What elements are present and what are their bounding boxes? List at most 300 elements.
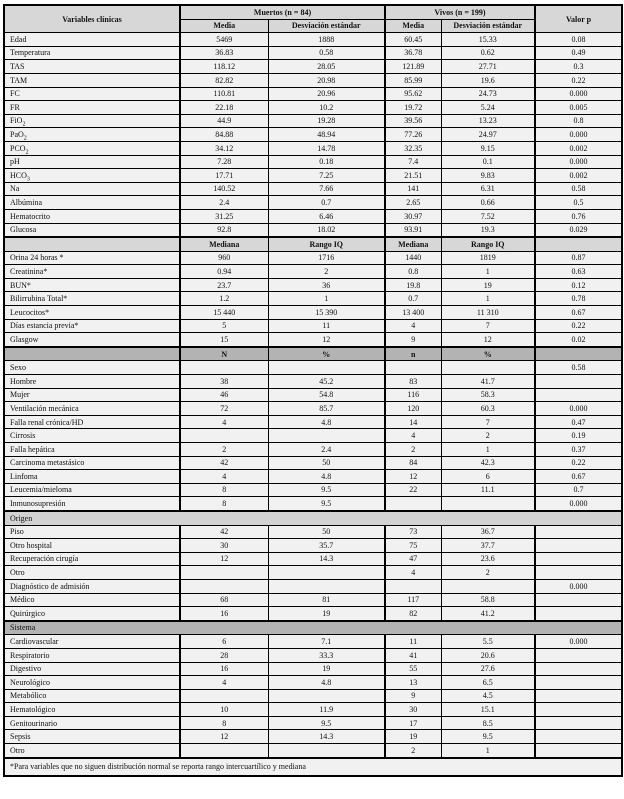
- table-cell: 0.000: [535, 635, 622, 649]
- table-cell: [268, 429, 385, 443]
- table-cell: 55: [385, 662, 441, 676]
- table-cell: [535, 607, 622, 621]
- row-label: Neurológico: [4, 676, 180, 690]
- table-cell: 13.23: [441, 114, 535, 128]
- row-label: $PCO_2$: [4, 141, 180, 155]
- subheader-spacer: [4, 237, 180, 251]
- table-cell: 30.97: [385, 209, 441, 223]
- row-label: Temperatura: [4, 46, 180, 60]
- table-cell: 960: [180, 251, 268, 265]
- table-cell: [441, 361, 535, 375]
- table-cell: 117: [385, 593, 441, 607]
- header-variables-clinicas: Variables clínicas: [4, 5, 180, 33]
- table-cell: 75: [385, 539, 441, 553]
- table-cell: 0.000: [535, 497, 622, 511]
- row-label: Quirúrgico: [4, 607, 180, 621]
- table-cell: 6.5: [441, 676, 535, 690]
- label-subscript: 3: [26, 176, 30, 183]
- table-header: [4, 5, 622, 33]
- table-cell: 9.15: [441, 141, 535, 155]
- row-label: Creatinina*: [4, 265, 180, 279]
- table-cell: 121.89: [385, 60, 441, 74]
- table-cell: 19.8: [385, 278, 441, 292]
- subheader-cell: Mediana: [385, 237, 441, 251]
- table-cell: 19: [385, 730, 441, 744]
- table-cell: 27.71: [441, 60, 535, 74]
- table-cell: 0.029: [535, 223, 622, 237]
- table-cell: 81: [268, 593, 385, 607]
- table-cell: 2: [385, 443, 441, 457]
- row-label: FiO$_2$: [4, 114, 180, 128]
- table-cell: [268, 744, 385, 758]
- table-cell: 7: [441, 319, 535, 333]
- table-cell: 41.7: [441, 375, 535, 389]
- row-label: Genitourinario: [4, 716, 180, 730]
- row-label: pH: [4, 155, 180, 169]
- table-cell: 41.2: [441, 607, 535, 621]
- table-cell: [535, 730, 622, 744]
- table-cell: 0.002: [535, 141, 622, 155]
- table-cell: 8.5: [441, 716, 535, 730]
- table-cell: 1716: [268, 251, 385, 265]
- table-cell: 24.73: [441, 87, 535, 101]
- table-cell: 0.62: [441, 46, 535, 60]
- table-cell: 35.7: [268, 539, 385, 553]
- table-cell: 6.46: [268, 209, 385, 223]
- table-cell: 19: [441, 278, 535, 292]
- table-cell: 4.5: [441, 689, 535, 703]
- table-cell: 2.4: [268, 443, 385, 457]
- table-cell: 19.3: [441, 223, 535, 237]
- table-cell: 0.49: [535, 46, 622, 60]
- table-cell: 38: [180, 375, 268, 389]
- table-cell: 84.88: [180, 128, 268, 142]
- row-label: Leucemia/mieloma: [4, 483, 180, 497]
- table-cell: 7.28: [180, 155, 268, 169]
- table-cell: [180, 566, 268, 580]
- table-cell: 15 440: [180, 306, 268, 320]
- table-cell: 2: [441, 566, 535, 580]
- table-cell: 9.83: [441, 169, 535, 183]
- table-cell: 28: [180, 648, 268, 662]
- table-cell: 1: [441, 292, 535, 306]
- table-cell: 0.000: [535, 128, 622, 142]
- table-cell: 37.7: [441, 539, 535, 553]
- table-cell: 5: [180, 319, 268, 333]
- table-cell: 1440: [385, 251, 441, 265]
- subheader-cell: Rango IQ: [268, 237, 385, 251]
- table-cell: 4.8: [268, 470, 385, 484]
- table-cell: 0.18: [268, 155, 385, 169]
- row-label: Ventilación mecánica: [4, 402, 180, 416]
- table-cell: 36.7: [441, 525, 535, 539]
- table-cell: 4: [180, 470, 268, 484]
- table-cell: 0.7: [268, 196, 385, 210]
- row-label: Diagnóstico de admisión: [4, 579, 180, 593]
- subheader-cell: Rango IQ: [441, 237, 535, 251]
- table-cell: [535, 676, 622, 690]
- table-cell: 9.5: [268, 483, 385, 497]
- row-label: $HCO_3$: [4, 169, 180, 183]
- table-cell: 118.12: [180, 60, 268, 74]
- table-cell: [535, 388, 622, 402]
- row-label: TAS: [4, 60, 180, 74]
- table-cell: 95.62: [385, 87, 441, 101]
- row-label: Falla renal crónica/HD: [4, 415, 180, 429]
- table-cell: 9.5: [268, 716, 385, 730]
- row-label: Inmunosupresión: [4, 497, 180, 511]
- table-cell: 7.4: [385, 155, 441, 169]
- table-cell: 0.3: [535, 60, 622, 74]
- table-cell: 44.9: [180, 114, 268, 128]
- table-cell: 73: [385, 525, 441, 539]
- table-cell: 116: [385, 388, 441, 402]
- table-cell: 11 310: [441, 306, 535, 320]
- table-cell: [535, 703, 622, 717]
- table-cell: 0.002: [535, 169, 622, 183]
- table-cell: 7.52: [441, 209, 535, 223]
- table-cell: 0.47: [535, 415, 622, 429]
- table-cell: 39.56: [385, 114, 441, 128]
- table-cell: 2: [385, 744, 441, 758]
- table-cell: 12: [268, 333, 385, 347]
- table-cell: 20.96: [268, 87, 385, 101]
- table-cell: 60.45: [385, 33, 441, 47]
- table-cell: 0.66: [441, 196, 535, 210]
- table-cell: 20.6: [441, 648, 535, 662]
- table-cell: 45.2: [268, 375, 385, 389]
- table-cell: 11: [385, 635, 441, 649]
- row-label: BUN*: [4, 278, 180, 292]
- table-cell: 0.8: [385, 265, 441, 279]
- table-cell: 93.91: [385, 223, 441, 237]
- table-cell: 23.7: [180, 278, 268, 292]
- table-cell: 4.8: [268, 415, 385, 429]
- table-cell: 34.12: [180, 141, 268, 155]
- table-cell: [385, 579, 441, 593]
- table-cell: 1819: [441, 251, 535, 265]
- table-cell: 0.58: [268, 46, 385, 60]
- table-cell: 0.8: [535, 114, 622, 128]
- table-cell: 140.52: [180, 182, 268, 196]
- table-cell: 15 390: [268, 306, 385, 320]
- table-cell: 24.97: [441, 128, 535, 142]
- table-cell: 4: [180, 415, 268, 429]
- table-cell: 120: [385, 402, 441, 416]
- table-cell: 36: [268, 278, 385, 292]
- table-cell: 8: [180, 716, 268, 730]
- table-cell: 12: [180, 552, 268, 566]
- table-cell: [535, 744, 622, 758]
- table-cell: [535, 525, 622, 539]
- table-cell: 7.25: [268, 169, 385, 183]
- table-cell: 54.8: [268, 388, 385, 402]
- subheader-cell: N: [180, 347, 268, 361]
- row-label: Sexo: [4, 361, 180, 375]
- table-cell: 12: [180, 730, 268, 744]
- table-cell: 16: [180, 662, 268, 676]
- row-label: Albúmina: [4, 196, 180, 210]
- table-cell: 15.1: [441, 703, 535, 717]
- table-cell: 18.02: [268, 223, 385, 237]
- table-cell: 30: [385, 703, 441, 717]
- row-label: Na: [4, 182, 180, 196]
- table-cell: 23.6: [441, 552, 535, 566]
- table-cell: 1: [441, 744, 535, 758]
- table-cell: 28.05: [268, 60, 385, 74]
- table-cell: [535, 375, 622, 389]
- table-cell: 41: [385, 648, 441, 662]
- row-label: Bilirrubina Total*: [4, 292, 180, 306]
- table-cell: 42: [180, 456, 268, 470]
- row-label: Glasgow: [4, 333, 180, 347]
- table-cell: 17: [385, 716, 441, 730]
- table-cell: 0.19: [535, 429, 622, 443]
- table-cell: 22: [385, 483, 441, 497]
- table-cell: 15: [180, 333, 268, 347]
- table-cell: [535, 648, 622, 662]
- table-cell: 0.67: [535, 470, 622, 484]
- row-label: Digestivo: [4, 662, 180, 676]
- table-cell: 9.5: [441, 730, 535, 744]
- table-cell: 9: [385, 689, 441, 703]
- table-cell: 9: [385, 333, 441, 347]
- row-label: Glucosa: [4, 223, 180, 237]
- table-cell: 0.37: [535, 443, 622, 457]
- row-label: Recuperación cirugía: [4, 552, 180, 566]
- subheader-cell: Mediana: [180, 237, 268, 251]
- table-cell: 2: [441, 429, 535, 443]
- row-label: Otro: [4, 566, 180, 580]
- row-label: Edad: [4, 33, 180, 47]
- table-cell: 0.67: [535, 306, 622, 320]
- row-label: Respiratorio: [4, 648, 180, 662]
- table-cell: 13 400: [385, 306, 441, 320]
- table-cell: 8: [180, 497, 268, 511]
- table-cell: [535, 716, 622, 730]
- table-cell: 141: [385, 182, 441, 196]
- table-cell: 46: [180, 388, 268, 402]
- row-label: Médico: [4, 593, 180, 607]
- table-cell: 0.63: [535, 265, 622, 279]
- table-cell: 2: [180, 443, 268, 457]
- table-cell: 11.9: [268, 703, 385, 717]
- section-band-label: Origen: [4, 511, 622, 525]
- table-cell: 36.83: [180, 46, 268, 60]
- header-media-muertos: Media: [180, 19, 268, 33]
- table-cell: 15.33: [441, 33, 535, 47]
- row-label: Orina 24 horas *: [4, 251, 180, 265]
- row-label: Leucocitos*: [4, 306, 180, 320]
- table-cell: 14: [385, 415, 441, 429]
- table-cell: 1: [441, 443, 535, 457]
- label-subscript: 2: [25, 149, 29, 156]
- table-cell: 72: [180, 402, 268, 416]
- table-cell: [535, 539, 622, 553]
- table-cell: 58.3: [441, 388, 535, 402]
- subheader-spacer: [535, 347, 622, 361]
- table-cell: 0.000: [535, 155, 622, 169]
- table-cell: 19.6: [441, 73, 535, 87]
- table-cell: 0.005: [535, 101, 622, 115]
- table-cell: [268, 361, 385, 375]
- header-group-muertos: Muertos (n = 84): [180, 5, 385, 19]
- table-cell: 4.8: [268, 676, 385, 690]
- table-cell: 1888: [268, 33, 385, 47]
- subheader-spacer: [535, 237, 622, 251]
- table-cell: 36.78: [385, 46, 441, 60]
- table-cell: 85.99: [385, 73, 441, 87]
- table-cell: 9.5: [268, 497, 385, 511]
- row-label: Cardiovascular: [4, 635, 180, 649]
- table-cell: 19.72: [385, 101, 441, 115]
- header-desviacion-muertos: Desviación estándar: [268, 19, 385, 33]
- row-label: Metabólico: [4, 689, 180, 703]
- label-subscript: 2: [22, 122, 26, 128]
- table-cell: 0.22: [535, 73, 622, 87]
- table-cell: 0.000: [535, 87, 622, 101]
- table-cell: [268, 566, 385, 580]
- header-group-vivos: Vivos (n = 199): [385, 5, 535, 19]
- table-cell: 32.35: [385, 141, 441, 155]
- row-label: Otro hospital: [4, 539, 180, 553]
- table-cell: 0.78: [535, 292, 622, 306]
- table-cell: 47: [385, 552, 441, 566]
- row-label: Sepsis: [4, 730, 180, 744]
- table-cell: [535, 689, 622, 703]
- table-cell: 58.8: [441, 593, 535, 607]
- table-cell: 60.3: [441, 402, 535, 416]
- table-cell: 110.81: [180, 87, 268, 101]
- table-cell: 0.58: [535, 182, 622, 196]
- table-cell: 2.4: [180, 196, 268, 210]
- row-label: Piso: [4, 525, 180, 539]
- table-cell: 19.28: [268, 114, 385, 128]
- table-cell: 11: [268, 319, 385, 333]
- table-cell: 16: [180, 607, 268, 621]
- row-label: TAM: [4, 73, 180, 87]
- table-cell: 0.08: [535, 33, 622, 47]
- table-cell: 14.3: [268, 552, 385, 566]
- row-label: Hematocrito: [4, 209, 180, 223]
- table-cell: 83: [385, 375, 441, 389]
- table-cell: [441, 497, 535, 511]
- table-cell: 0.94: [180, 265, 268, 279]
- table-cell: 6: [180, 635, 268, 649]
- table-cell: 0.22: [535, 319, 622, 333]
- table-cell: 92.8: [180, 223, 268, 237]
- subheader-cell: %: [441, 347, 535, 361]
- table-cell: 14.3: [268, 730, 385, 744]
- table-cell: 31.25: [180, 209, 268, 223]
- row-label: Linfoma: [4, 470, 180, 484]
- table-cell: 6.31: [441, 182, 535, 196]
- table-cell: 0.000: [535, 579, 622, 593]
- clinical-variables-table: [3, 4, 623, 777]
- row-label: Hematológico: [4, 703, 180, 717]
- row-label: Otro: [4, 744, 180, 758]
- row-label: Hombre: [4, 375, 180, 389]
- row-label: Días estancia previa*: [4, 319, 180, 333]
- table-cell: 5.5: [441, 635, 535, 649]
- table-cell: 12: [385, 470, 441, 484]
- table-cell: [535, 552, 622, 566]
- table-cell: 0.76: [535, 209, 622, 223]
- table-cell: 50: [268, 456, 385, 470]
- table-cell: 7.1: [268, 635, 385, 649]
- table-cell: 5469: [180, 33, 268, 47]
- table-cell: 11.1: [441, 483, 535, 497]
- table-cell: 4: [385, 566, 441, 580]
- table-cell: 2: [268, 265, 385, 279]
- table-cell: [268, 579, 385, 593]
- table-cell: 0.22: [535, 456, 622, 470]
- table-cell: 48.94: [268, 128, 385, 142]
- table-cell: 30: [180, 539, 268, 553]
- table-cell: [385, 361, 441, 375]
- table-cell: 4: [180, 676, 268, 690]
- row-label: FR: [4, 101, 180, 115]
- table-cell: 27.6: [441, 662, 535, 676]
- table-cell: 50: [268, 525, 385, 539]
- table-cell: [180, 744, 268, 758]
- table-cell: 20.98: [268, 73, 385, 87]
- table-cell: 21.51: [385, 169, 441, 183]
- table-cell: 0.000: [535, 402, 622, 416]
- table-cell: 19: [268, 662, 385, 676]
- table-cell: 82: [385, 607, 441, 621]
- label-subscript: 2: [23, 135, 27, 142]
- table-cell: 1: [441, 265, 535, 279]
- row-label: PaO$_2$: [4, 128, 180, 142]
- table-cell: [535, 662, 622, 676]
- table-cell: 1.2: [180, 292, 268, 306]
- table-cell: 0.87: [535, 251, 622, 265]
- table-cell: 0.12: [535, 278, 622, 292]
- table-cell: [180, 429, 268, 443]
- row-label: Cirrosis: [4, 429, 180, 443]
- table-cell: 85.7: [268, 402, 385, 416]
- table-footnote: *Para variables que no siguen distribución normal se reporta rango intercuartílico y mediana: [4, 758, 622, 776]
- header-desviacion-vivos: Desviación estándar: [441, 19, 535, 33]
- table-cell: 0.58: [535, 361, 622, 375]
- table-cell: 5.24: [441, 101, 535, 115]
- table-cell: [268, 689, 385, 703]
- subheader-cell: n: [385, 347, 441, 361]
- table-cell: [535, 593, 622, 607]
- table-cell: 10: [180, 703, 268, 717]
- table-cell: 22.18: [180, 101, 268, 115]
- header-media-vivos: Media: [385, 19, 441, 33]
- subheader-spacer: [4, 347, 180, 361]
- table-cell: [180, 689, 268, 703]
- table-cell: 2.65: [385, 196, 441, 210]
- table-cell: 7: [441, 415, 535, 429]
- row-label: FC: [4, 87, 180, 101]
- table-cell: [441, 579, 535, 593]
- table-cell: 7.66: [268, 182, 385, 196]
- table-cell: 33.3: [268, 648, 385, 662]
- table-cell: 0.02: [535, 333, 622, 347]
- table-cell: 0.7: [385, 292, 441, 306]
- table-cell: 1: [268, 292, 385, 306]
- header-valor-p: Valor p: [535, 5, 622, 33]
- section-band-label: Sistema: [4, 621, 622, 635]
- table-cell: 68: [180, 593, 268, 607]
- table-cell: 10.2: [268, 101, 385, 115]
- row-label: Mujer: [4, 388, 180, 402]
- table-cell: [180, 579, 268, 593]
